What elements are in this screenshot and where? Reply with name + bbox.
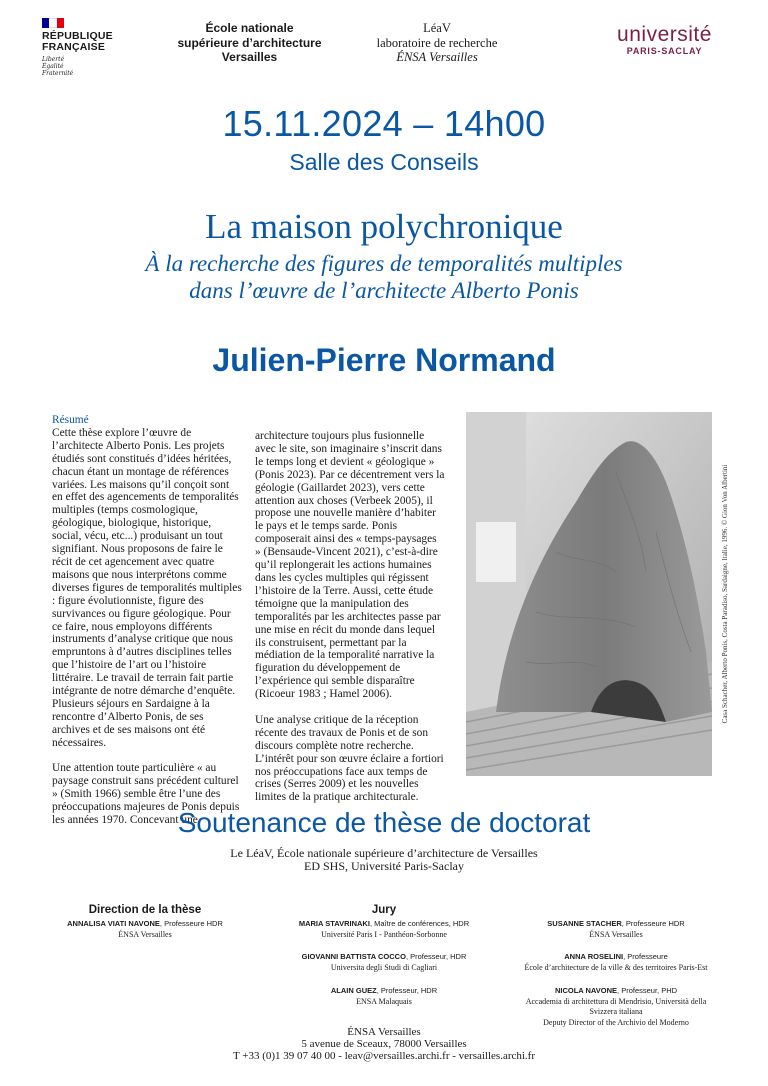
abstract-paragraph: Cette thèse explore l’œuvre de l’architecte Alberto Ponis. Les projets étudiés sont constitués d’idées héritées, chacun étant un montage de références variées. Les maisons qu’il conçoit sont en effet des agencements de temporalités multiples (temps cosmologique, géologique, biologique, historique, social, vécu, etc...) produisant un tout signifiant. Nous proposons de faire le récit de cet agencement avec quatre maisons que nous interprétons comme diverses figures de temporalités multiples : figure évolutionniste, figure des survivances ou figure géologique. Pour ce faire, nous employons différents instruments d’analyse critique que nous empruntons à d’autres disciplines telles que l’histoire de l’art ou l’histoire littéraire. Le travail de terrain fait partie intégrante de notre démarche d’enquête. Plusieurs séjours en Sardaigne à la rencontre d’Alberto Ponis, de ses archives et de ses maisons ont été nécessaires.: [52, 426, 242, 749]
jury-heading: Jury: [371, 904, 397, 916]
hosting-institutions: Le LéaV, École nationale supérieure d’architecture de Versailles ED SHS, Université Paris-Saclay: [230, 846, 538, 873]
direction-heading: Direction de la thèse: [88, 904, 202, 916]
event-date: 15.11.2024 – 14h00: [222, 103, 546, 144]
abstract-column-1: [52, 414, 242, 827]
footer-address: 5 avenue de Sceaux, 78000 Versailles: [301, 1038, 467, 1050]
abstract-label: Résumé: [52, 414, 89, 426]
rf-name: RÉPUBLIQUE FRANÇAISE: [42, 30, 113, 53]
ensa-versailles-logo: École nationale supérieure d’architecture Versailles: [177, 21, 322, 64]
footer-school: ÉNSA Versailles: [347, 1026, 421, 1038]
abstract-paragraph: architecture toujours plus fusionnelle avec le site, son imaginaire s’inscrit dans le temps long et devient « géologique » (Ponis 2023). Par ce décentrement vers la géologie (Gaillardet 2023), vers cette attention aux choses (Verbeek 2005), il propose une nouvelle manière d’habiter le pays et le temps sarde. Ponis composerait ainsi des « temps-paysages » (Bensaude-Vincent 2021), c’est-à-dire qu’il replongerait les actions humaines dans les cycles multiples qui régissent l’histoire de la Terre. Aussi, cette étude témoigne que la manipulation des temporalités par les architectes passe par une mise en récit du monde dans lequel ils construisent, permettant par la médiation de la temporalité narrative la figuration du développement de l’expérience qui semble disparaître (Ricoeur 1983 ; Hamel 2006).: [255, 430, 445, 701]
photo-credit: Casa Schacher, Alberto Ponis, Costa Paradiso, Sardaigne, Italie, 1996. © Gion Von Albertini: [721, 464, 729, 724]
abstract-paragraph: Une analyse critique de la réception récente des travaux de Ponis et de son discours complète notre recherche. L’intérêt pour son œuvre éclaire a fortiori nos préoccupations face aux temps de crises (Serres 2009) et les nouvelles limites de la pratique architecturale.: [255, 713, 444, 804]
leav-logo: LéaV laboratoire de recherche ÉNSA Versailles: [376, 21, 498, 64]
jury-member: ANNA ROSELINI, Professeure École d’architecture de la ville & des territoires Paris-Est: [524, 952, 708, 972]
rock-interior-image: [466, 412, 712, 776]
jury-member: SUSANNE STACHER, Professeure HDR ÉNSA Versailles: [547, 919, 685, 939]
republique-francaise-logo: [42, 18, 152, 77]
jury-member: ANNALISA VIATI NAVONE, Professeure HDR ÉNSA Versailles: [67, 919, 223, 939]
thesis-title: La maison polychronique: [205, 207, 563, 246]
casa-schacher-photo: [466, 412, 712, 776]
rf-motto: Liberté Égalité Fraternité: [42, 56, 74, 77]
marianne-flag-icon: [42, 18, 64, 28]
abstract-column-2: [255, 430, 445, 804]
jury-member: MARIA STAVRINAKI, Maître de conférences, HDR Université Paris I - Panthéon-Sorbonne: [298, 919, 470, 939]
jury-member: ALAIN GUEZ, Professeur, HDR ENSA Malaquais: [330, 986, 438, 1006]
universite-paris-saclay-logo: université PARIS-SACLAY: [617, 23, 712, 56]
thesis-subtitle: À la recherche des figures de temporalités multiples dans l’œuvre de l’architecte Alberto Ponis: [145, 251, 623, 303]
header-logos: [42, 18, 732, 84]
defense-heading: Soutenance de thèse de doctorat: [177, 807, 591, 838]
footer-contact: [0, 1026, 768, 1062]
author-name: Julien-Pierre Normand: [212, 342, 556, 378]
jury-member: GIOVANNI BATTISTA COCCO, Professeur, HDR Universita degli Studi di Cagliari: [301, 952, 467, 972]
event-room: Salle des Conseils: [289, 149, 479, 175]
abstract-paragraph: Une attention toute particulière « au paysage construit sans précédent culturel » (Smith 1966) semble être l’une des préoccupations majeures de Ponis depuis les années 1970. Concevant une: [52, 762, 240, 827]
footer-contact-line: T +33 (0)1 39 07 40 00 - leav@versailles.archi.fr - versailles.archi.fr: [232, 1050, 536, 1062]
jury-member: NICOLA NAVONE, Professeur, PHD Accademia di architettura di Mendrisio, Università della Svizzera italiana Deputy Director of the Archivio del Moderno: [525, 986, 707, 1027]
